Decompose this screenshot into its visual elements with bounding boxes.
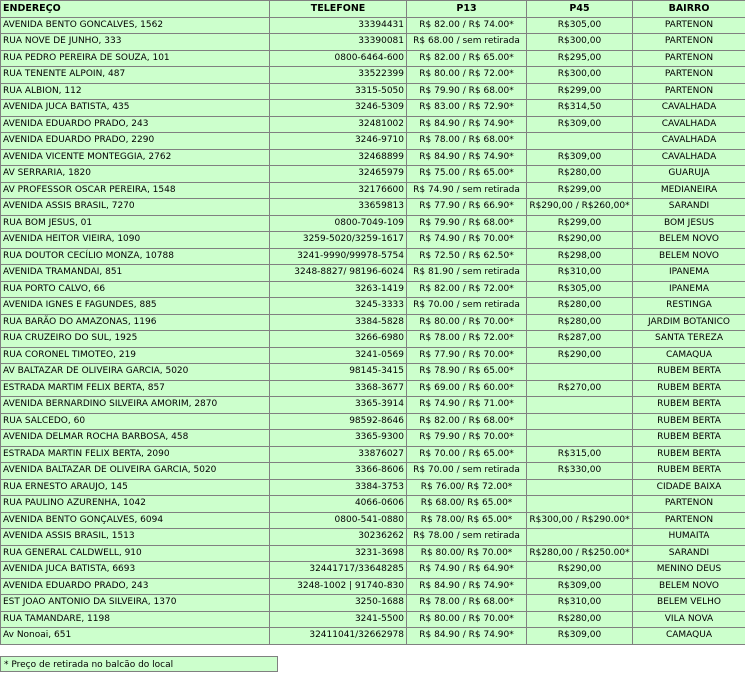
address-cell: AVENIDA HEITOR VIEIRA, 1090: [1, 232, 270, 249]
address-cell: RUA DOUTOR CECÍLIO MONZA, 10788: [1, 248, 270, 265]
p45-price-cell: R$287,00: [527, 331, 633, 348]
phone-cell: 32468899: [270, 149, 407, 166]
address-cell: ESTRADA MARTIN FELIX BERTA, 2090: [1, 446, 270, 463]
p45-price-cell: R$290,00: [527, 232, 633, 249]
p45-price-cell: [527, 397, 633, 414]
neighborhood-cell: BELEM NOVO: [633, 248, 745, 265]
p45-price-cell: R$310,00: [527, 595, 633, 612]
header-p13: P13: [407, 1, 527, 18]
address-cell: EST JOAO ANTONIO DA SILVEIRA, 1370: [1, 595, 270, 612]
table-row: [1, 83, 745, 100]
address-cell: RUA TENENTE ALPOIN, 487: [1, 67, 270, 84]
p45-price-cell: [527, 364, 633, 381]
table-row: [1, 149, 745, 166]
table-row: [1, 430, 745, 447]
neighborhood-cell: SANTA TEREZA: [633, 331, 745, 348]
table-row: [1, 463, 745, 480]
address-cell: RUA BARÃO DO AMAZONAS, 1196: [1, 314, 270, 331]
p13-price-cell: R$ 68.00 / sem retirada: [407, 34, 527, 51]
phone-cell: 3245-3333: [270, 298, 407, 315]
neighborhood-cell: RUBEM BERTA: [633, 430, 745, 447]
table-row: [1, 281, 745, 298]
neighborhood-cell: BELEM NOVO: [633, 578, 745, 595]
neighborhood-cell: VILA NOVA: [633, 611, 745, 628]
phone-cell: 3246-9710: [270, 133, 407, 150]
address-cell: RUA ALBION, 112: [1, 83, 270, 100]
p45-price-cell: R$300,00 / R$290.00*: [527, 512, 633, 529]
table-row: [1, 562, 745, 579]
p13-price-cell: R$ 80.00 / R$ 72.00*: [407, 67, 527, 84]
table-row: [1, 265, 745, 282]
phone-cell: 32411041/32662978: [270, 628, 407, 645]
phone-cell: 33390081: [270, 34, 407, 51]
p13-price-cell: R$ 69.00 / R$ 60.00*: [407, 380, 527, 397]
phone-cell: 98592-8646: [270, 413, 407, 430]
address-cell: AVENIDA ASSIS BRASIL, 1513: [1, 529, 270, 546]
table-row: [1, 50, 745, 67]
p45-price-cell: R$305,00: [527, 17, 633, 34]
p45-price-cell: R$290,00 / R$260,00*: [527, 199, 633, 216]
p45-price-cell: R$295,00: [527, 50, 633, 67]
address-cell: AVENIDA BERNARDINO SILVEIRA AMORIM, 2870: [1, 397, 270, 414]
p13-price-cell: R$ 84.90 / R$ 74.90*: [407, 578, 527, 595]
table-row: [1, 331, 745, 348]
address-cell: AVENIDA BENTO GONÇALVES, 6094: [1, 512, 270, 529]
neighborhood-cell: PARTENON: [633, 512, 745, 529]
p45-price-cell: R$309,00: [527, 578, 633, 595]
neighborhood-cell: SARANDI: [633, 545, 745, 562]
p13-price-cell: R$ 81.90 / sem retirada: [407, 265, 527, 282]
phone-cell: 3384-5828: [270, 314, 407, 331]
address-cell: AVENIDA EDUARDO PRADO, 243: [1, 578, 270, 595]
neighborhood-cell: CAMAQUA: [633, 347, 745, 364]
p45-price-cell: R$298,00: [527, 248, 633, 265]
neighborhood-cell: GUARUJA: [633, 166, 745, 183]
p13-price-cell: R$ 78.00 / R$ 72.00*: [407, 331, 527, 348]
p13-price-cell: R$ 75.00 / R$ 65.00*: [407, 166, 527, 183]
address-cell: AVENIDA DELMAR ROCHA BARBOSA, 458: [1, 430, 270, 447]
p13-price-cell: R$ 78.90 / R$ 65.00*: [407, 364, 527, 381]
neighborhood-cell: RESTINGA: [633, 298, 745, 315]
p45-price-cell: [527, 133, 633, 150]
table-row: [1, 215, 745, 232]
p45-price-cell: [527, 479, 633, 496]
phone-cell: 32481002: [270, 116, 407, 133]
phone-cell: 3241-9990/99978-5754: [270, 248, 407, 265]
p45-price-cell: R$280,00: [527, 314, 633, 331]
p13-price-cell: R$ 74.90 / R$ 70.00*: [407, 232, 527, 249]
address-cell: AV SERRARIA, 1820: [1, 166, 270, 183]
p45-price-cell: R$299,00: [527, 83, 633, 100]
address-cell: RUA GENERAL CALDWELL, 910: [1, 545, 270, 562]
header-telefone: TELEFONE: [270, 1, 407, 18]
phone-cell: 3365-3914: [270, 397, 407, 414]
phone-cell: 98145-3415: [270, 364, 407, 381]
table-row: [1, 479, 745, 496]
p13-price-cell: R$ 84.90 / R$ 74.90*: [407, 116, 527, 133]
p45-price-cell: R$270,00: [527, 380, 633, 397]
neighborhood-cell: RUBEM BERTA: [633, 413, 745, 430]
phone-cell: 32441717/33648285: [270, 562, 407, 579]
p13-price-cell: R$ 70.00 / sem retirada: [407, 298, 527, 315]
address-cell: RUA NOVE DE JUNHO, 333: [1, 34, 270, 51]
p45-price-cell: R$309,00: [527, 149, 633, 166]
phone-cell: 32465979: [270, 166, 407, 183]
table-row: [1, 298, 745, 315]
neighborhood-cell: PARTENON: [633, 34, 745, 51]
p45-price-cell: [527, 529, 633, 546]
p13-price-cell: R$ 68.00/ R$ 65.00*: [407, 496, 527, 513]
phone-cell: 3259-5020/3259-1617: [270, 232, 407, 249]
address-cell: AVENIDA EDUARDO PRADO, 2290: [1, 133, 270, 150]
header-p45: P45: [527, 1, 633, 18]
address-cell: RUA PORTO CALVO, 66: [1, 281, 270, 298]
address-cell: RUA CRUZEIRO DO SUL, 1925: [1, 331, 270, 348]
address-cell: AV PROFESSOR OSCAR PEREIRA, 1548: [1, 182, 270, 199]
phone-cell: 33394431: [270, 17, 407, 34]
neighborhood-cell: RUBEM BERTA: [633, 463, 745, 480]
address-cell: Av Nonoai, 651: [1, 628, 270, 645]
table-row: [1, 314, 745, 331]
address-cell: AVENIDA ASSIS BRASIL, 7270: [1, 199, 270, 216]
address-cell: AVENIDA BALTAZAR DE OLIVEIRA GARCIA, 5020: [1, 463, 270, 480]
p13-price-cell: R$ 82.00 / R$ 68.00*: [407, 413, 527, 430]
neighborhood-cell: PARTENON: [633, 67, 745, 84]
address-cell: RUA BOM JESUS, 01: [1, 215, 270, 232]
phone-cell: 3250-1688: [270, 595, 407, 612]
p45-price-cell: [527, 430, 633, 447]
phone-cell: 3315-5050: [270, 83, 407, 100]
p13-price-cell: R$ 84.90 / R$ 74.90*: [407, 628, 527, 645]
p13-price-cell: R$ 79.90 / R$ 68.00*: [407, 83, 527, 100]
p13-price-cell: R$ 79.90 / R$ 70.00*: [407, 430, 527, 447]
neighborhood-cell: CAVALHADA: [633, 100, 745, 117]
address-cell: AV BALTAZAR DE OLIVEIRA GARCIA, 5020: [1, 364, 270, 381]
p13-price-cell: R$ 74.90 / R$ 71.00*: [407, 397, 527, 414]
p45-price-cell: R$314,50: [527, 100, 633, 117]
neighborhood-cell: CAVALHADA: [633, 133, 745, 150]
neighborhood-cell: RUBEM BERTA: [633, 446, 745, 463]
p13-price-cell: R$ 76.00/ R$ 72.00*: [407, 479, 527, 496]
p13-price-cell: R$ 79.90 / R$ 68.00*: [407, 215, 527, 232]
p13-price-cell: R$ 77.90 / R$ 70.00*: [407, 347, 527, 364]
p45-price-cell: R$305,00: [527, 281, 633, 298]
p45-price-cell: R$299,00: [527, 182, 633, 199]
neighborhood-cell: CAVALHADA: [633, 116, 745, 133]
neighborhood-cell: HUMAITA: [633, 529, 745, 546]
header-row: [1, 1, 745, 18]
p45-price-cell: R$280,00 / R$250.00*: [527, 545, 633, 562]
table-row: [1, 17, 745, 34]
table-row: [1, 166, 745, 183]
p13-price-cell: R$ 83.00 / R$ 72.90*: [407, 100, 527, 117]
table-row: [1, 529, 745, 546]
p45-price-cell: [527, 496, 633, 513]
p13-price-cell: R$ 78.00 / sem retirada: [407, 529, 527, 546]
phone-cell: 3366-8606: [270, 463, 407, 480]
neighborhood-cell: JARDIM BOTANICO: [633, 314, 745, 331]
neighborhood-cell: RUBEM BERTA: [633, 397, 745, 414]
address-cell: RUA SALCEDO, 60: [1, 413, 270, 430]
table-row: [1, 199, 745, 216]
p45-price-cell: R$299,00: [527, 215, 633, 232]
phone-cell: 30236262: [270, 529, 407, 546]
neighborhood-cell: CAMAQUA: [633, 628, 745, 645]
p13-price-cell: R$ 80.00 / R$ 70.00*: [407, 314, 527, 331]
phone-cell: 33522399: [270, 67, 407, 84]
address-cell: RUA PEDRO PEREIRA DE SOUZA, 101: [1, 50, 270, 67]
table-row: [1, 364, 745, 381]
phone-cell: 32176600: [270, 182, 407, 199]
neighborhood-cell: IPANEMA: [633, 265, 745, 282]
phone-cell: 4066-0606: [270, 496, 407, 513]
p13-price-cell: R$ 74.90 / sem retirada: [407, 182, 527, 199]
table-row: [1, 34, 745, 51]
address-cell: AVENIDA EDUARDO PRADO, 243: [1, 116, 270, 133]
phone-cell: 3231-3698: [270, 545, 407, 562]
phone-cell: 3365-9300: [270, 430, 407, 447]
neighborhood-cell: PARTENON: [633, 496, 745, 513]
phone-cell: 33876027: [270, 446, 407, 463]
neighborhood-cell: CAVALHADA: [633, 149, 745, 166]
address-cell: AVENIDA JUCA BATISTA, 6693: [1, 562, 270, 579]
header-bairro: BAIRRO: [633, 1, 745, 18]
phone-cell: 3266-6980: [270, 331, 407, 348]
address-cell: ESTRADA MARTIM FELIX BERTA, 857: [1, 380, 270, 397]
neighborhood-cell: BOM JESUS: [633, 215, 745, 232]
phone-cell: 0800-541-0880: [270, 512, 407, 529]
p45-price-cell: R$290,00: [527, 347, 633, 364]
table-row: [1, 116, 745, 133]
table-row: [1, 182, 745, 199]
address-cell: RUA TAMANDARE, 1198: [1, 611, 270, 628]
p45-price-cell: R$309,00: [527, 116, 633, 133]
p45-price-cell: R$310,00: [527, 265, 633, 282]
phone-cell: 3248-8827/ 98196-6024: [270, 265, 407, 282]
neighborhood-cell: CIDADE BAIXA: [633, 479, 745, 496]
address-cell: RUA PAULINO AZURENHA, 1042: [1, 496, 270, 513]
table-row: [1, 628, 745, 645]
p13-price-cell: R$ 72.50 / R$ 62.50*: [407, 248, 527, 265]
phone-cell: 3384-3753: [270, 479, 407, 496]
phone-cell: 3246-5309: [270, 100, 407, 117]
table-row: [1, 248, 745, 265]
phone-cell: 3248-1002 | 91740-830: [270, 578, 407, 595]
phone-cell: 33659813: [270, 199, 407, 216]
p13-price-cell: R$ 82.00 / R$ 72.00*: [407, 281, 527, 298]
header-endereco: ENDEREÇO: [1, 1, 270, 18]
p13-price-cell: R$ 82.00 / R$ 65.00*: [407, 50, 527, 67]
address-cell: AVENIDA BENTO GONCALVES, 1562: [1, 17, 270, 34]
table-row: [1, 133, 745, 150]
phone-cell: 0800-6464-600: [270, 50, 407, 67]
neighborhood-cell: PARTENON: [633, 50, 745, 67]
phone-cell: 3241-0569: [270, 347, 407, 364]
neighborhood-cell: MEDIANEIRA: [633, 182, 745, 199]
p13-price-cell: R$ 80.00 / R$ 70.00*: [407, 611, 527, 628]
neighborhood-cell: BELEM NOVO: [633, 232, 745, 249]
p45-price-cell: R$280,00: [527, 611, 633, 628]
p13-price-cell: R$ 84.90 / R$ 74.90*: [407, 149, 527, 166]
address-cell: AVENIDA JUCA BATISTA, 435: [1, 100, 270, 117]
address-cell: RUA CORONEL TIMOTEO, 219: [1, 347, 270, 364]
p45-price-cell: [527, 413, 633, 430]
table-row: [1, 347, 745, 364]
table-row: [1, 67, 745, 84]
p13-price-cell: R$ 70.00 / sem retirada: [407, 463, 527, 480]
table-row: [1, 413, 745, 430]
p13-price-cell: R$ 78.00/ R$ 65.00*: [407, 512, 527, 529]
p45-price-cell: R$290,00: [527, 562, 633, 579]
neighborhood-cell: SARANDI: [633, 199, 745, 216]
table-row: [1, 611, 745, 628]
table-row: [1, 100, 745, 117]
p45-price-cell: R$300,00: [527, 34, 633, 51]
p45-price-cell: R$330,00: [527, 463, 633, 480]
p45-price-cell: R$309,00: [527, 628, 633, 645]
neighborhood-cell: IPANEMA: [633, 281, 745, 298]
phone-cell: 3263-1419: [270, 281, 407, 298]
address-cell: AVENIDA IGNES E FAGUNDES, 885: [1, 298, 270, 315]
table-row: [1, 595, 745, 612]
p13-price-cell: R$ 80.00/ R$ 70.00*: [407, 545, 527, 562]
address-cell: AVENIDA TRAMANDAI, 851: [1, 265, 270, 282]
footnote: * Preço de retirada no balcão do local: [0, 656, 278, 672]
table-row: [1, 545, 745, 562]
phone-cell: 3368-3677: [270, 380, 407, 397]
neighborhood-cell: RUBEM BERTA: [633, 364, 745, 381]
p13-price-cell: R$ 74.90 / R$ 64.90*: [407, 562, 527, 579]
table-row: [1, 232, 745, 249]
phone-cell: 3241-5500: [270, 611, 407, 628]
table-row: [1, 496, 745, 513]
table-row: [1, 397, 745, 414]
neighborhood-cell: PARTENON: [633, 83, 745, 100]
p13-price-cell: R$ 77.90 / R$ 66.90*: [407, 199, 527, 216]
neighborhood-cell: MENINO DEUS: [633, 562, 745, 579]
neighborhood-cell: RUBEM BERTA: [633, 380, 745, 397]
table-row: [1, 380, 745, 397]
p45-price-cell: R$315,00: [527, 446, 633, 463]
p13-price-cell: R$ 78.00 / R$ 68.00*: [407, 133, 527, 150]
p13-price-cell: R$ 82.00 / R$ 74.00*: [407, 17, 527, 34]
p45-price-cell: R$280,00: [527, 298, 633, 315]
table-body: [1, 17, 745, 644]
table-row: [1, 512, 745, 529]
p45-price-cell: R$300,00: [527, 67, 633, 84]
address-cell: RUA ERNESTO ARAUJO, 145: [1, 479, 270, 496]
table-row: [1, 446, 745, 463]
table-row: [1, 578, 745, 595]
neighborhood-cell: PARTENON: [633, 17, 745, 34]
address-cell: AVENIDA VICENTE MONTEGGIA, 2762: [1, 149, 270, 166]
p45-price-cell: R$280,00: [527, 166, 633, 183]
p13-price-cell: R$ 78.00 / R$ 68.00*: [407, 595, 527, 612]
neighborhood-cell: BELEM VELHO: [633, 595, 745, 612]
p13-price-cell: R$ 70.00 / R$ 65.00*: [407, 446, 527, 463]
phone-cell: 0800-7049-109: [270, 215, 407, 232]
